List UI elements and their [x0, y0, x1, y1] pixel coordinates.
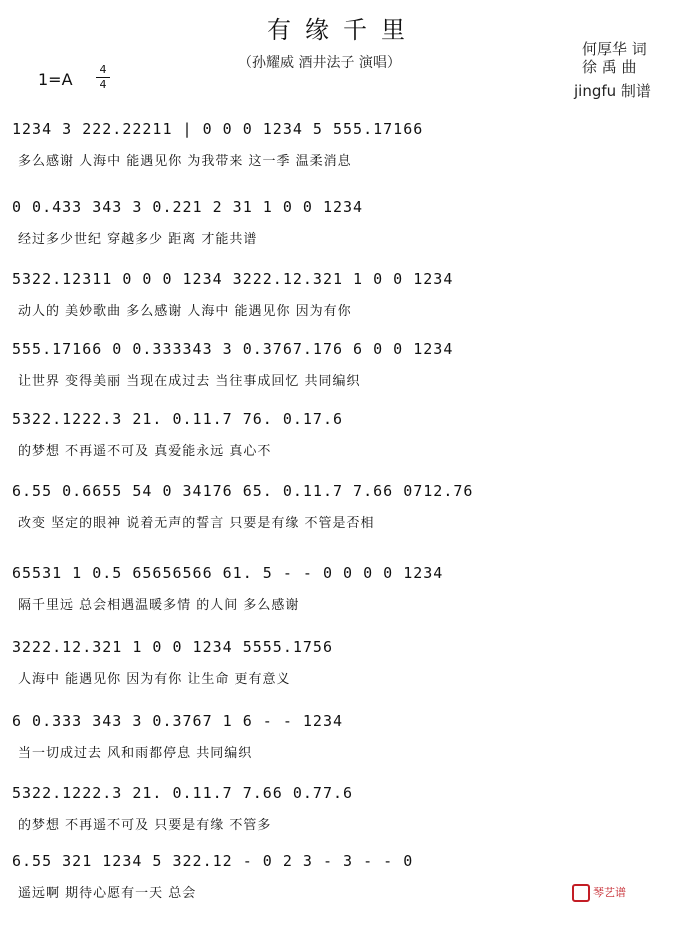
lyrics-line: 经过多少世纪 穿越多少 距离 才能共谱: [18, 232, 258, 247]
system-7: [12, 564, 674, 638]
system-9: [12, 712, 674, 786]
notes-line: 6.55 0.6655 54 0 34176 65. 0.11.7 7.66 0712.76: [12, 482, 474, 500]
lyrics-line: 让世界 变得美丽 当现在成过去 当往事成回忆 共同编织: [18, 374, 361, 389]
watermark-text: 琴艺谱: [593, 886, 626, 899]
lyrics-line: 的梦想 不再遥不可及 真爱能永远 真心不: [18, 444, 272, 459]
lyrics-line: 的梦想 不再遥不可及 只要是有缘 不管多: [18, 818, 272, 833]
composer: 徐 禹 曲: [582, 58, 637, 76]
system-3: [12, 270, 674, 344]
notes-line: 5322.1222.3 21. 0.11.7 7.66 0.77.6: [12, 784, 354, 802]
singers: （孙耀威 酒井法子 演唱）: [238, 55, 401, 71]
notes-line: 0 0.433 343 3 0.221 2 31 1 0 0 1234: [12, 198, 364, 216]
notes-line: 1234 3 222.22211 | 0 0 0 1234 5 555.17166: [12, 120, 424, 138]
system-8: [12, 638, 674, 712]
time-signature: [96, 64, 110, 91]
lyrics-line: 当一切成过去 风和雨都停息 共同编织: [18, 746, 253, 761]
lyrics-line: 人海中 能遇见你 因为有你 让生命 更有意义: [18, 672, 291, 687]
lyrics-line: 动人的 美妙歌曲 多么感谢 人海中 能遇见你 因为有你: [18, 304, 352, 319]
system-2: [12, 198, 674, 272]
system-6: [12, 482, 674, 556]
lyrics-line: 多么感谢 人海中 能遇见你 为我带来 这一季 温柔消息: [18, 154, 352, 169]
song-title: 有缘千里: [267, 16, 419, 44]
notes-line: 3222.12.321 1 0 0 1234 5555.1756: [12, 638, 333, 656]
time-signature-top: 4: [99, 63, 107, 76]
notes-line: 5322.12311 0 0 0 1234 3222.12.321 1 0 0 1234: [12, 270, 454, 288]
watermark: [572, 884, 626, 902]
time-signature-bottom: 4: [99, 78, 107, 91]
lyrics-line: 改变 坚定的眼神 说着无声的誓言 只要是有缘 不管是否相: [18, 516, 375, 531]
system-10: [12, 784, 674, 858]
system-1: [12, 120, 674, 194]
key-signature: 1=A: [38, 70, 73, 89]
system-4: [12, 340, 674, 414]
arranger: jingfu 制谱: [574, 82, 651, 100]
lyrics-line: 隔千里远 总会相遇温暖多情 的人间 多么感谢: [18, 598, 300, 613]
lyricist: 何厚华 词: [582, 40, 647, 58]
lyrics-line: 遥远啊 期待心愿有一天 总会: [18, 886, 197, 901]
notes-line: 555.17166 0 0.333343 3 0.3767.176 6 0 0 1234: [12, 340, 454, 358]
system-5: [12, 410, 674, 484]
notes-line: 5322.1222.3 21. 0.11.7 76. 0.17.6: [12, 410, 344, 428]
watermark-logo-icon: [572, 884, 590, 902]
notes-line: 6.55 321 1234 5 322.12 - 0 2 3 - 3 - - 0: [12, 852, 414, 870]
notes-line: 65531 1 0.5 65656566 61. 5 - - 0 0 0 0 1234: [12, 564, 444, 582]
notes-line: 6 0.333 343 3 0.3767 1 6 - - 1234: [12, 712, 344, 730]
